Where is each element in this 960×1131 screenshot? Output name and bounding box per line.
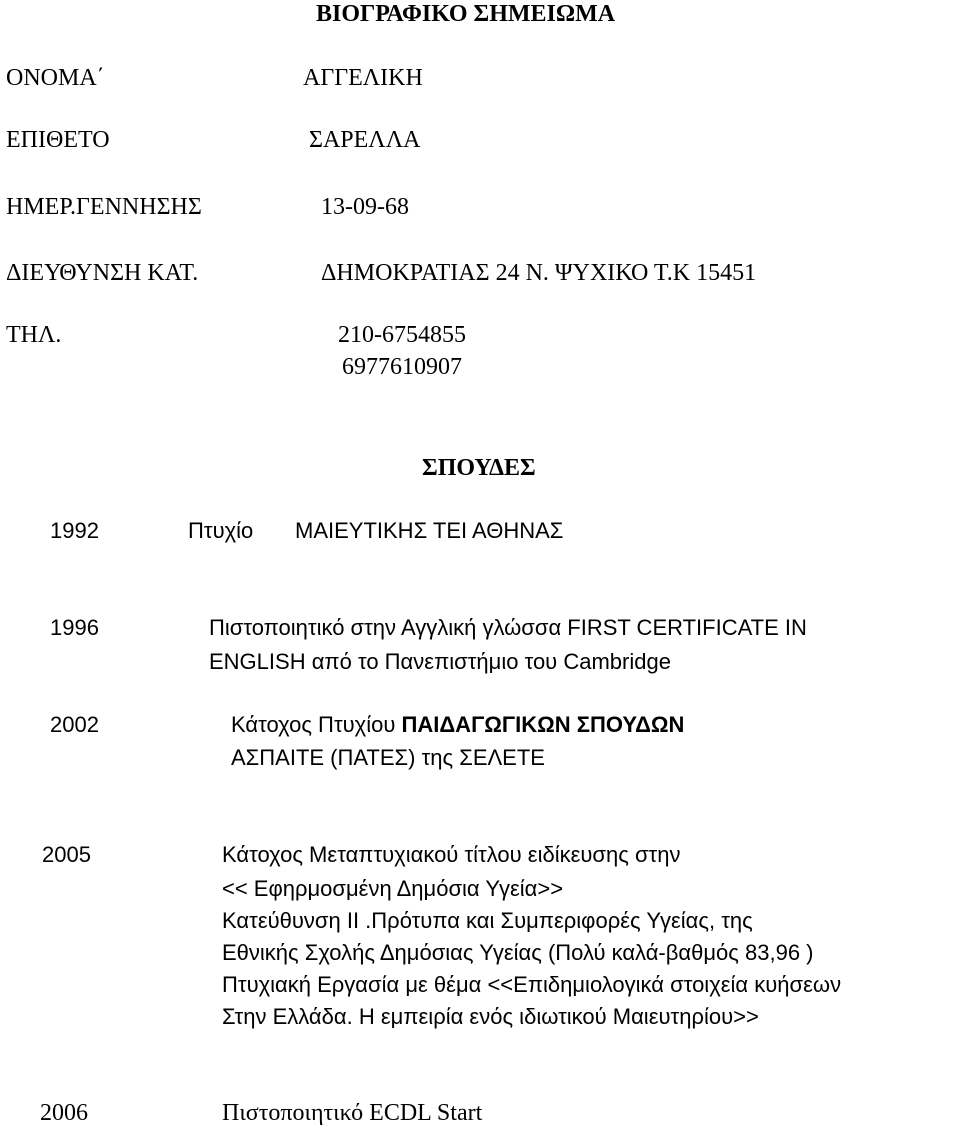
phone-label: ΤΗΛ. — [6, 322, 62, 348]
entry-1992-degree-value: ΜΑΙΕΥΤΙΚΗΣ ΤΕΙ ΑΘΗΝΑΣ — [295, 518, 564, 543]
document-title: ΒΙΟΓΡΑΦΙΚΟ ΣΗΜΕΙΩΜΑ — [316, 1, 616, 27]
entry-2005-line-5: Πτυχιακή Εργασία με θέμα <<Επιδημιολογικά στοιχεία κυήσεων — [222, 972, 842, 997]
entry-2005-line-4: Εθνικής Σχολής Δημόσιας Υγείας (Πολύ καλά-βαθμός 83,96 ) — [222, 940, 814, 965]
name-value: ΑΓΓΕΛΙΚΗ — [303, 65, 423, 91]
entry-year-2005: 2005 — [42, 842, 91, 867]
entry-2002-line-1 — [231, 714, 684, 736]
address-label: ΔΙΕΥΘΥΝΣΗ ΚΑΤ. — [6, 260, 199, 286]
phone-1: 210-6754855 — [338, 322, 466, 348]
surname-value: ΣΑΡΕΛΛΑ — [309, 127, 421, 153]
entry-year-1996: 1996 — [50, 615, 99, 640]
entry-year-1992: 1992 — [50, 518, 99, 543]
entry-1996-line-1: Πιστοποιητικό στην Αγγλική γλώσσα FIRST CERTIFICATE IN — [209, 615, 807, 640]
address-value: ΔΗΜΟΚΡΑΤΙΑΣ 24 Ν. ΨΥΧΙΚΟ Τ.Κ 15451 — [321, 260, 757, 286]
surname-label: ΕΠΙΘΕΤΟ — [6, 127, 110, 153]
studies-heading: ΣΠΟΥΔΕΣ — [422, 455, 536, 481]
dob-value: 13-09-68 — [321, 194, 409, 220]
entry-2002-bold: ΠΑΙΔΑΓΩΓΙΚΩΝ ΣΠΟΥΔΩΝ — [401, 712, 685, 737]
name-label: ΟΝΟΜΑ΄ — [6, 65, 105, 91]
entry-1992-degree-label: Πτυχίο — [188, 518, 254, 543]
entry-year-2006: 2006 — [40, 1100, 88, 1126]
phone-2: 6977610907 — [342, 354, 462, 380]
entry-2005-line-6: Στην Ελλάδα. Η εμπειρία ενός ιδιωτικού Μαιευτηρίου>> — [222, 1004, 759, 1029]
entry-2005-line-2: << Εφηρμοσμένη Δημόσια Υγεία>> — [222, 876, 564, 901]
entry-2002-line-2: ΑΣΠΑΙΤΕ (ΠΑΤΕΣ) της ΣΕΛΕΤΕ — [231, 745, 545, 770]
dob-label: ΗΜΕΡ.ΓΕΝΝΗΣΗΣ — [6, 194, 202, 220]
entry-2002-prefix: Κάτοχος Πτυχίου — [231, 712, 402, 737]
entry-year-2002: 2002 — [50, 712, 99, 737]
entry-1996-line-2: ENGLISH από το Πανεπιστήμιο του Cambridge — [209, 649, 671, 674]
entry-2006-line: Πιστοποιητικό ECDL Start — [222, 1100, 483, 1126]
entry-2005-line-3: Κατεύθυνση ΙΙ .Πρότυπα και Συμπεριφορές Υγείας, της — [222, 908, 753, 933]
entry-2005-line-1: Κάτοχος Μεταπτυχιακού τίτλου ειδίκευσης στην — [222, 842, 681, 867]
